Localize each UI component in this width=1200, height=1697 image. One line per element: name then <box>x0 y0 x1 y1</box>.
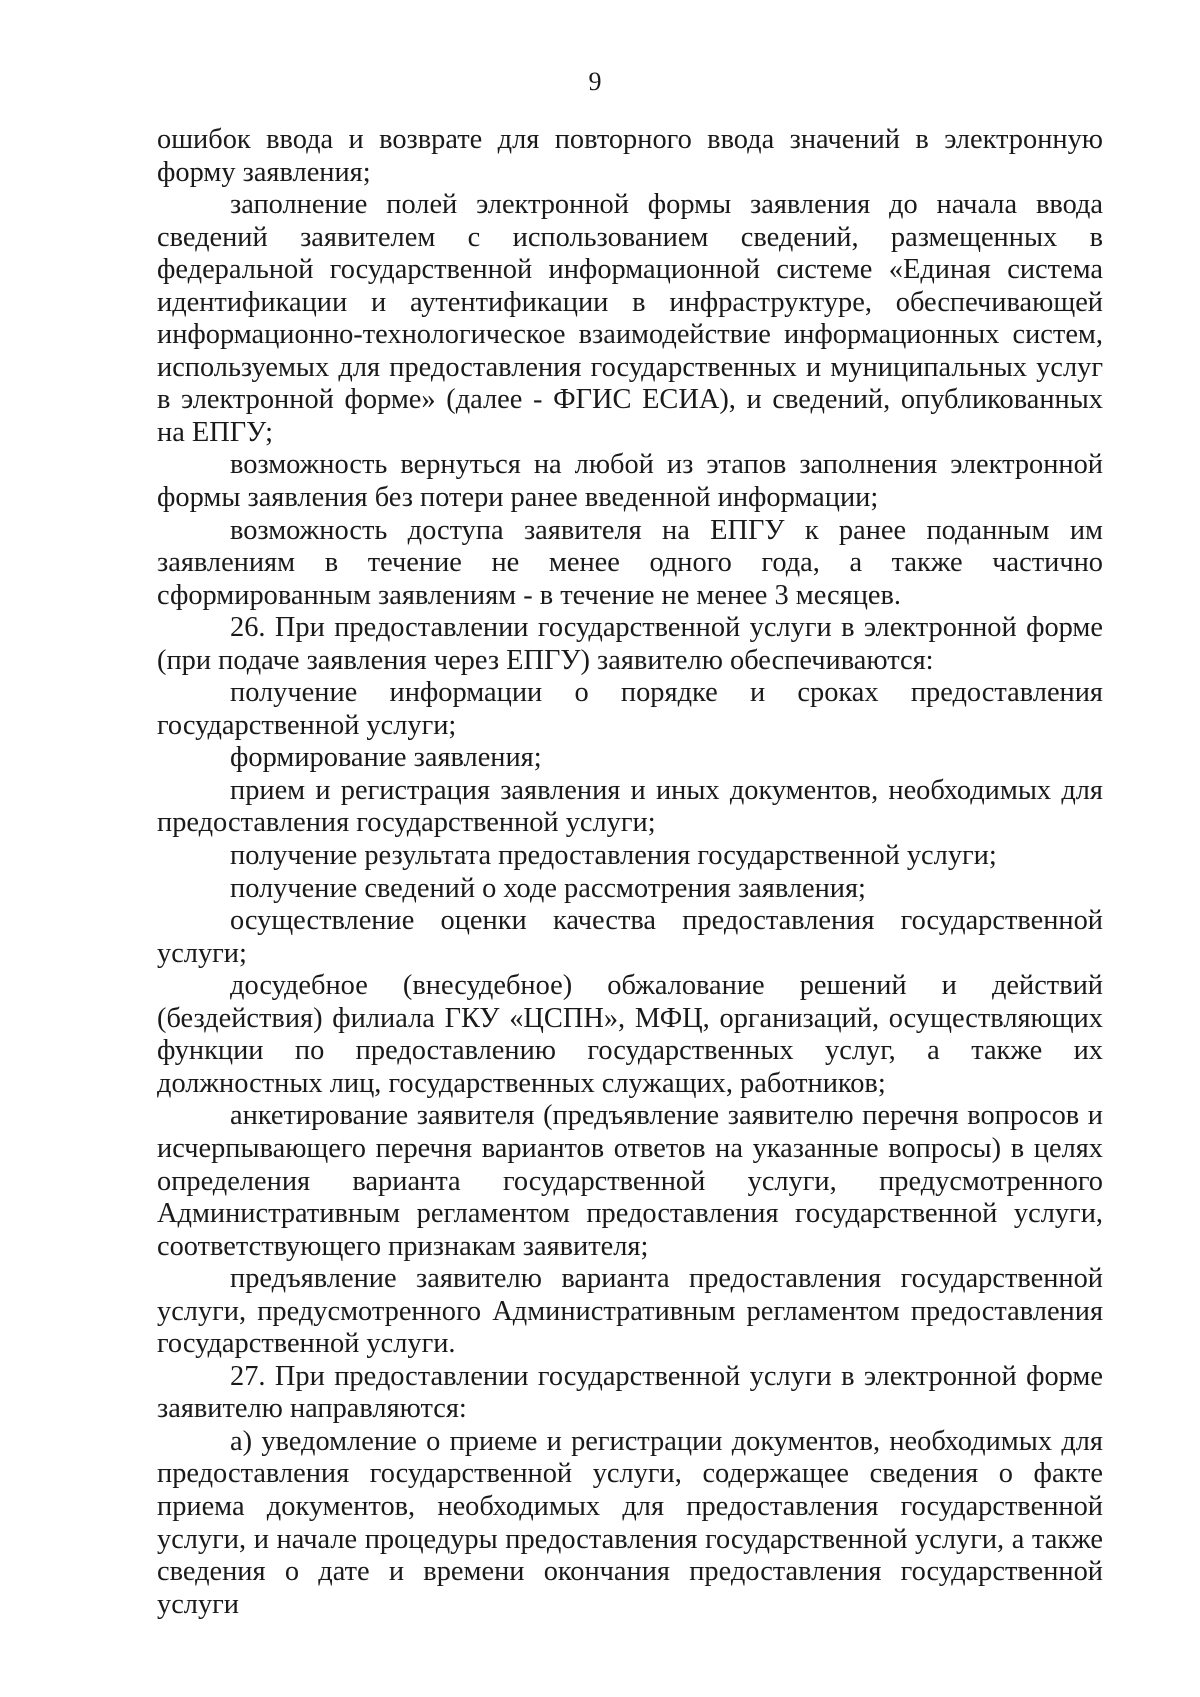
paragraph-item-27: 27. При предоставлении государственной услуги в электронной форме заявителю направляются: <box>157 1360 1103 1425</box>
page-number: 9 <box>588 67 602 96</box>
paragraph-quality-assessment: осуществление оценки качества предоставления государственной услуги; <box>157 905 1103 969</box>
paragraph-progress-info: получение сведений о ходе рассмотрения заявления; <box>230 872 866 904</box>
paragraph-info-procedure: получение информации о порядке и сроках предоставления государственной услуги; <box>157 677 1103 741</box>
paragraph-get-result: получение результата предоставления государственной услуги; <box>230 840 997 872</box>
paragraph-appeal: досудебное (внесудебное) обжалование решений и действий (бездействия) филиала ГКУ «ЦСПН», МФЦ, организаций, осуществляющих функции по предоставлению государственных услуг, а также их должностных лиц, государственных служащих, работников; <box>157 970 1103 1099</box>
paragraph-variant-presentation: предъявление заявителю варианта предоставления государственной услуги, предусмотренного Административным регламентом предоставления государственной услуги. <box>157 1263 1103 1360</box>
paragraph-continuation: ошибок ввода и возврате для повторного ввода значений в электронную форму заявления; <box>157 124 1103 188</box>
paragraph-item-27a: а) уведомление о приеме и регистрации документов, необходимых для предоставления государственной услуги, содержащее сведения о факте приема документов, необходимых для предоставления государственной услуги, и начале процедуры предоставления государственной услуги, а также сведения о дате и времени окончания предоставления государственной услуги <box>157 1425 1103 1620</box>
paragraph-form-application: формирование заявления; <box>230 742 542 774</box>
paragraph-form-autofill: заполнение полей электронной формы заявления до начала ввода сведений заявителем с использованием сведений, размещенных в федеральной государственной информационной системе «Единая система идентификации и аутентификации в инфраструктуре, обеспечивающей информационно-технологическое взаимодействие информационных систем, используемых для предоставления государственных и муниципальных услуг в электронной форме» (далее - ФГИС ЕСИА), и сведений, опубликованных на ЕПГУ; <box>157 189 1103 448</box>
paragraph-access-applications: возможность доступа заявителя на ЕПГУ к ранее поданным им заявлениям в течение не менее одного года, а также частично сформированным заявлениям - в течение не менее 3 месяцев. <box>157 514 1103 611</box>
document-body <box>157 124 1103 1621</box>
paragraph-reception-registration: прием и регистрация заявления и иных документов, необходимых для предоставления государственной услуги; <box>157 774 1103 839</box>
paragraph-return-to-step: возможность вернуться на любой из этапов заполнения электронной формы заявления без потери ранее введенной информации; <box>157 449 1103 514</box>
paragraph-item-26: 26. При предоставлении государственной услуги в электронной форме (при подаче заявления через ЕПГУ) заявителю обеспечиваются: <box>157 612 1103 676</box>
paragraph-questionnaire: анкетирование заявителя (предъявление заявителю перечня вопросов и исчерпывающего перечня вариантов ответов на указанные вопросы) в целях определения варианта государственной услуги, предусмотренного Административным регламентом предоставления государственной услуги, соответствующего признакам заявителя; <box>157 1100 1103 1262</box>
